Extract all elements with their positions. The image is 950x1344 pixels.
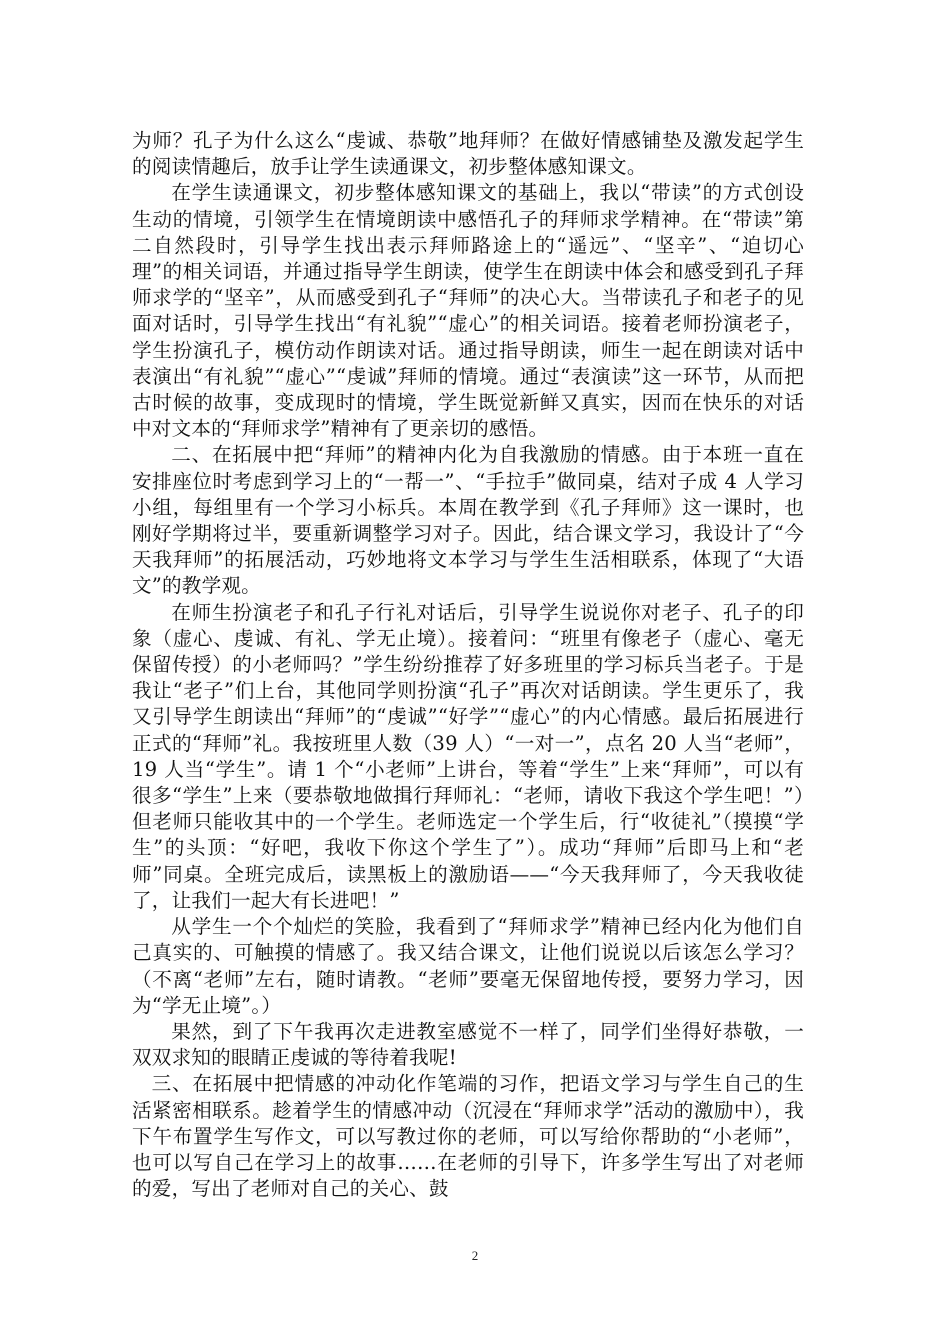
paragraph-internalization: 从学生一个个灿烂的笑脸，我看到了“拜师求学”精神已经内化为他们自己真实的、可触摸的情感了。我又结合课文，让他们说说以后该怎么学习？（不离“老师”左右，随时请教。“老师”要毫无保留地传授，要努力学习，因为“学无止境”。） <box>132 915 804 1017</box>
paragraph-role-play: 在师生扮演老子和孔子行礼对话后，引导学生说说你对老子、孔子的印象（虚心、虔诚、有礼、学无止境）。接着问：“班里有像老子（虚心、毫无保留传授）的小老师吗？”学生纷纷推荐了好多班里的学习标兵当老子。于是我让“老子”们上台，其他同学则扮演“孔子”再次对话朗读。学生更乐了，我又引导学生朗读出“拜师”的“虔诚”“好学”“虚心”的内心情感。最后拓展进行正式的“拜师”礼。我按班里人数（39 人）“一对一”，点名 20 人当“老师”，19 人当“学生”。请 1 个“小老师”上讲台，等着“学生”上来“拜师”，可以有很多“学生”上来（要恭敬地做揖行拜师礼：“老师，请收下我这个学生吧！”）但老师只能收其中的一个学生。老师选定一个学生后，行“收徒礼”（摸摸“学生”的头顶：“好吧，我收下你这个学生了”）。成功“拜师”后即马上和“老师”同桌。全班完成后，读黑板上的激励语——“今天我拜师了，今天我收徒了，让我们一起大有长进吧！” <box>132 600 804 912</box>
paragraph-afternoon: 果然，到了下午我再次走进教室感觉不一样了，同学们坐得好恭敬，一双双求知的眼睛正虔诚的等待着我呢! <box>132 1019 804 1070</box>
paragraph-section-two: 二、在拓展中把“拜师”的精神内化为自我激励的情感。由于本班一直在安排座位时考虑到学习上的“一帮一”、“手拉手”做同桌，结对子成 4 人学习小组，每组里有一个学习小标兵。本周在教学到《孔子拜师》这一课时，也刚好学期将过半，要重新调整学习对子。因此，结合课文学习，我设计了“今天我拜师”的拓展活动，巧妙地将文本学习与学生生活相联系，体现了“大语文”的教学观。 <box>132 443 804 598</box>
paragraph-section-three: 三、在拓展中把情感的冲动化作笔端的习作，把语文学习与学生自己的生活紧密相联系。趁着学生的情感冲动（沉浸在“拜师求学”活动的激励中），我下午布置学生写作文，可以写教过你的老师，可以写给你帮助的“小老师”，也可以写自己在学习上的故事……在老师的引导下，许多学生写出了对老师的爱，写出了老师对自己的关心、鼓 <box>132 1072 804 1201</box>
paragraph-reading-method: 在学生读通课文，初步整体感知课文的基础上，我以“带读”的方式创设生动的情境，引领学生在情境朗读中感悟孔子的拜师求学精神。在“带读”第二自然段时，引导学生找出表示拜师路途上的“遥远”、“坚辛”、“迫切心理”的相关词语，并通过指导学生朗读，使学生在朗读中体会和感受到孔子拜师求学的“坚辛”，从而感受到孔子“拜师”的决心大。当带读孔子和老子的见面对话时，引导学生找出“有礼貌”“虚心”的相关词语。接着老师扮演老子，学生扮演孔子，模仿动作朗读对话。通过指导朗读，师生一起在朗读对话中表演出“有礼貌”“虚心”“虔诚”拜师的情境。通过“表演读”这一环节，从而把古时候的故事，变成现时的情境，学生既觉新鲜又真实，因而在快乐的对话中对文本的“拜师求学”精神有了更亲切的感悟。 <box>132 181 804 441</box>
document-body <box>132 128 804 1202</box>
page-number: 2 <box>471 1248 479 1263</box>
paragraph-continuation: 为师？孔子为什么这么“虔诚、恭敬”地拜师？在做好情感铺垫及激发起学生的阅读情趣后，放手让学生读通课文，初步整体感知课文。 <box>132 129 804 179</box>
